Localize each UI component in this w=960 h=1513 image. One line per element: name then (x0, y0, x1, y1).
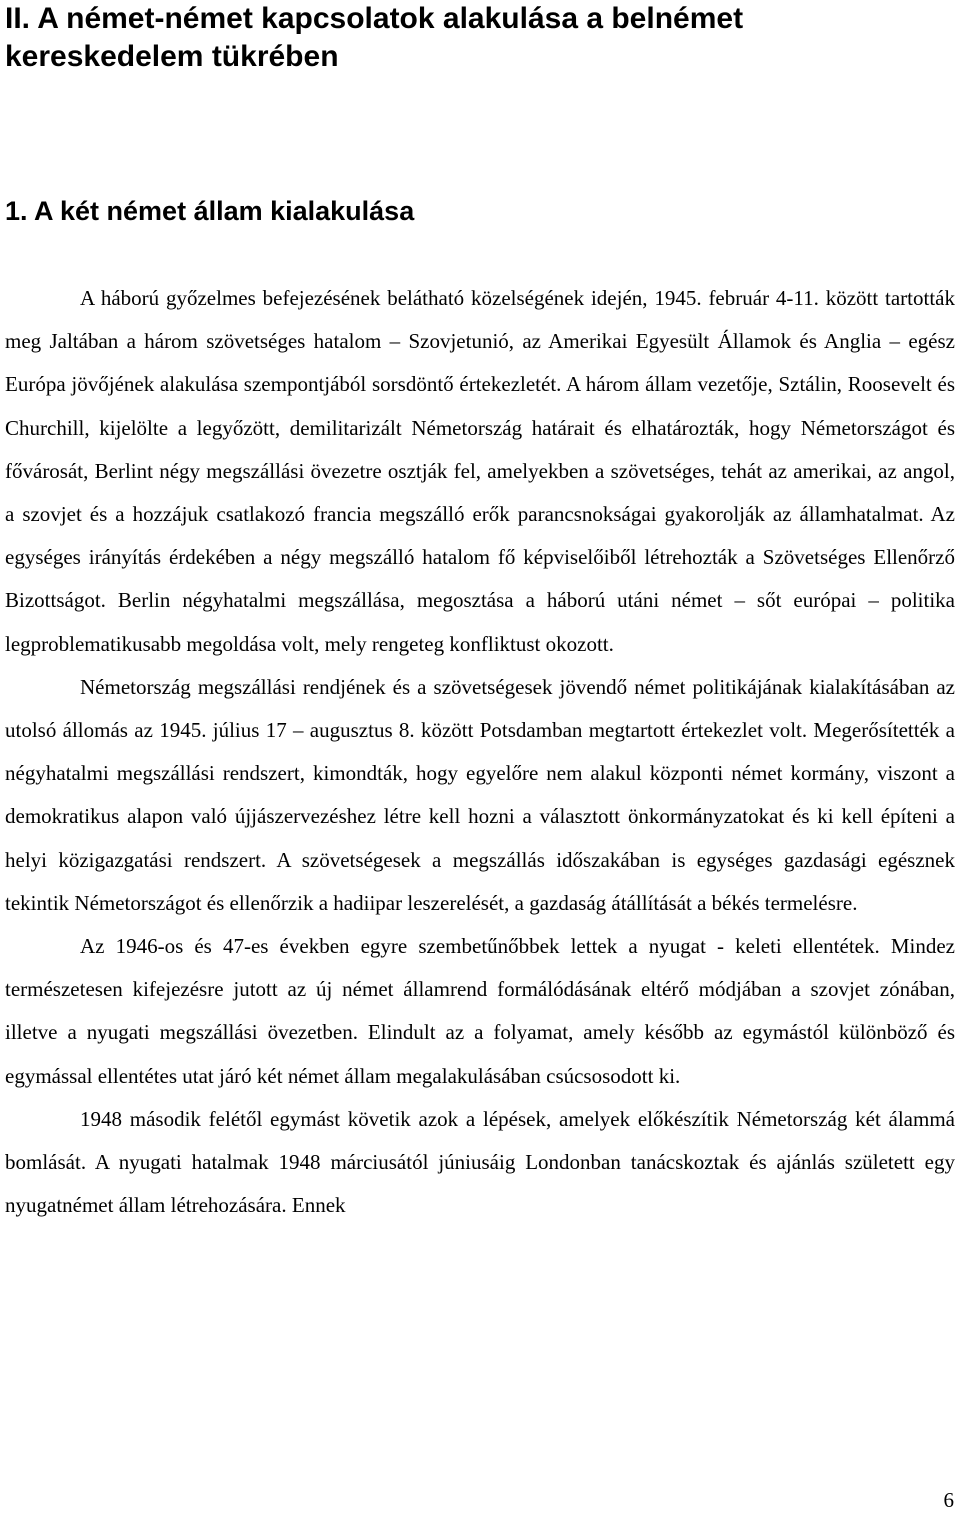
page-number: 6 (943, 1488, 954, 1512)
paragraph: Az 1946-os és 47-es években egyre szembetűnőbbek lettek a nyugat - keleti ellentétek. Mindez természetesen kifejezésre jutott az új német államrend formálódásának eltérő módjában a szovjet zónában, illetve a nyugati megszállási övezetben. Elindult az a folyamat, amely később az egymástól különböző és egymással ellentétes utat járó két német állam megalakulásában csúcsosodott ki. (5, 934, 955, 1088)
chapter-title: II. A német-német kapcsolatok alakulása a belnémet kereskedelem tükrében (5, 2, 744, 73)
paragraph: Németország megszállási rendjének és a szövetségesek jövendő német politikájának kialakításában az utolsó állomás az 1945. július 17 – augusztus 8. között Potsdamban megtartott értekezlet volt. Megerősítették a négyhatalmi megszállási rendszert, kimondták, hogy egyelőre nem alakul központi német kormány, viszont a demokratikus alapon való újjászervezéshez létre kell hozni a választott önkormányzatokat és ki kell építeni a helyi közigazgatási rendszert. A szövetségesek a megszállás időszakában is egységes gazdasági egésznek tekintik Németországot és ellenőrzik a hadiipar leszerelését, a gazdaság átállítását a békés termelésre. (5, 674, 955, 915)
paragraph: 1948 második felétől egymást követik azok a lépések, amelyek előkészítik Németország két álammá bomlását. A nyugati hatalmak 1948 márciusától júniusáig Londonban tanácskoztak és ajánlás született egy nyugatnémet állam létrehozására. Ennek (5, 1106, 955, 1218)
paragraph: A háború győzelmes befejezésének belátható közelségének idején, 1945. február 4-11. között tartották meg Jaltában a három szövetséges hatalom – Szovjetunió, az Amerikai Egyesült Államok és Anglia – egész Európa jövőjének alakulása szempontjából sorsdöntő értekezletét. A három állam vezetője, Sztálin, Roosevelt és Churchill, kijelölte a legyőzött, demilitarizált Németország határait és elhatározták, hogy Németországot és fővárosát, Berlint négy megszállási övezetre osztják fel, amelyekben a szövetséges, tehát az amerikai, az angol, a szovjet és a hozzájuk csatlakozó francia megszálló erők parancsnokságai gyakorolják az államhatalmat. Az egységes irányítás érdekében a négy megszálló hatalom fő képviselőiből létrehozták a Szövetséges Ellenőrző Bizottságot. Berlin négyhatalmi megszállása, megosztása a háború utáni német – sőt európai – politika legproblematikusabb megoldása volt, mely rengeteg konfliktust okozott. (5, 286, 955, 656)
body-text (5, 277, 955, 1227)
section-title: 1. A két német állam kialakulása (5, 196, 415, 226)
